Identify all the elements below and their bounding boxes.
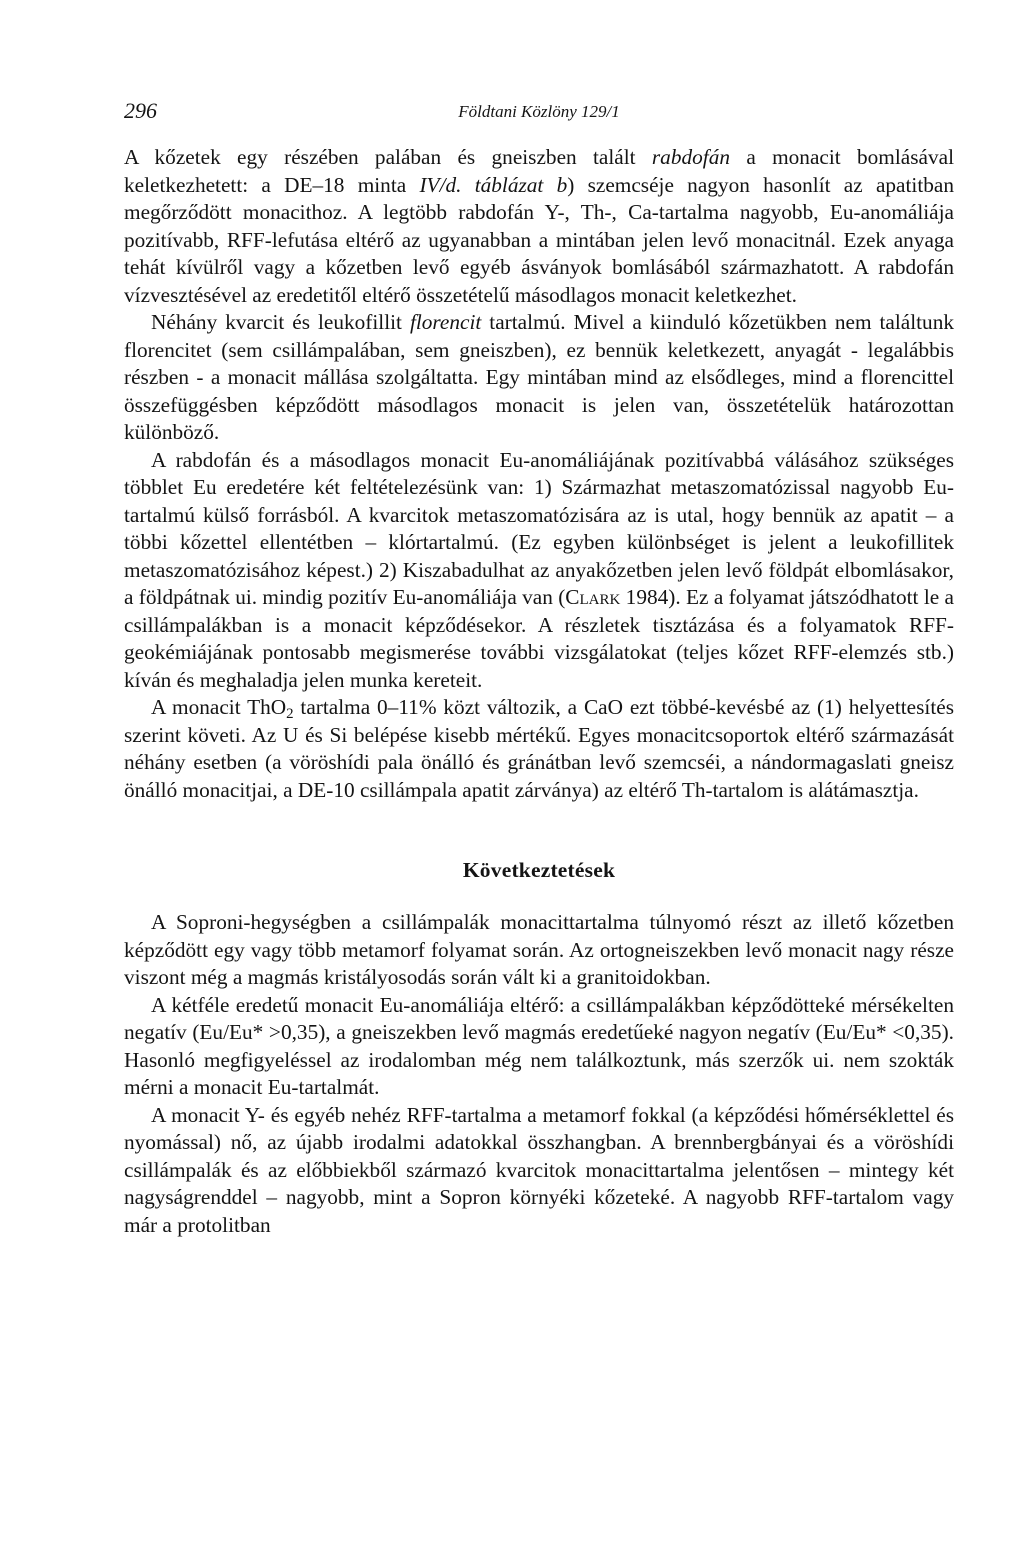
paragraph bbox=[124, 694, 954, 804]
italic-term: florencit bbox=[409, 310, 482, 334]
text-run: A rabdofán és a másodlagos monacit Eu-anomáliájának pozitívabbá válásához szükséges többlet Eu eredetére két feltételezésünk van: 1) Származhat metaszomatózissal nagyobb Eu-tartalmú külső forrásból. A kvarcitok metaszomatózisára az is utal, hogy bennük az apatit – a többi kőzettel ellentétben – klórtartalmú. (Ez egyben különbséget is jelent a leukofillitek metaszomatózisához képest.) 2) Kiszabadulhat az anyakőzetben jelen levő földpát elbomlásakor, a földpátnak ui. mindig pozitív Eu-anomáliája van ( bbox=[124, 447, 954, 609]
body-text bbox=[124, 144, 954, 1239]
document-page bbox=[124, 98, 954, 1239]
italic-term: rabdofán bbox=[651, 145, 730, 169]
text-run: ) szemcséje nagyon hasonlít az apatitban megőrződött monacithoz. A legtöbb rabdofán Y-, Th-, Ca-tartalma nagyobb, Eu-anomáliája pozitívabb, RFF-lefutása eltérő az ugyanabban a mintában jelen levő monacitnál. Ezek anyaga tehát kívülről vagy a kőzetben levő egyéb ásványok bomlásából származhatott. A rabdofán vízvesztésével az eredetitől eltérő összetételű másodlagos monacit keletkezhet. bbox=[124, 172, 955, 307]
paragraph: A kétféle eredetű monacit Eu-anomáliája eltérő: a csillámpalákban képződötteké mérsékelten negatív (Eu/Eu* >0,35), a gneiszekben levő magmás eredetűeké nagyon negatív (Eu/Eu* <0,35). Hasonló megfigyeléssel az irodalomban még nem találkoztunk, más szerzők ui. nem szokták mérni a monacit Eu-tartalmát. bbox=[124, 992, 954, 1099]
subscript: 2 bbox=[286, 706, 294, 722]
paragraph bbox=[124, 309, 954, 447]
running-head: Földtani Közlöny 129/1 bbox=[458, 102, 620, 121]
text-run: 1984). Ez a folyamat játszódhatott le a csillámpalákban is a monacit képződésekor. A részletek tisztázása és a folyamatok RFF-geokémiájának pontosabb megismerése további vizsgálatokat (teljes kőzet RFF-elemzés stb.) kíván és meghaladja jelen munka kereteit. bbox=[124, 585, 954, 692]
paragraph bbox=[124, 447, 954, 695]
paragraph bbox=[124, 144, 954, 309]
paragraph: A Soproni-hegységben a csillámpalák monacittartalma túlnyomó részt az illető kőzetben képződött egy vagy több metamorf folyamat során. Az ortogneiszekben levő monacit nagy része viszont még a magmás kristályosodás során vált ki a granitoidokban. bbox=[124, 910, 954, 989]
paragraph: A monacit Y- és egyéb nehéz RFF-tartalma a metamorf fokkal (a képződési hőmérséklettel és nyomással) nő, az újabb irodalmi adatokkal összhangban. A brennbergbányai és a vöröshídi csillámpalák és az előbbiekből származó kvarcitok monacittartalma jelentősen – mintegy két nagyságrenddel – nagyobb, mint a Sopron környéki kőzeteké. A nagyobb RFF-tartalom vagy már a protolitban bbox=[124, 1102, 954, 1237]
italic-reference: IV/d. táblázat b bbox=[419, 172, 568, 197]
author-citation: Clark bbox=[565, 585, 621, 609]
text-run: Néhány kvarcit és leukofillit bbox=[151, 310, 410, 334]
text-run: a monacit bomlásával keletkezhetett: a DE–18 minta bbox=[124, 145, 954, 197]
text-run: A kőzetek egy részében palában és gneiszben talált bbox=[124, 145, 652, 169]
text-run: tartalmú. Mivel a kiinduló kőzetükben nem találtunk florencitet (sem csillámpalában, sem gneiszben), ez bennük keletkezett, anyagát - legalábbis részben - a monacit mállása szolgáltatta. Egy mintában mind az elsődleges, mind a florencittel összefüggésben képződött másodlagos monacit is jelen van, összetételük határozottan különböző. bbox=[124, 310, 954, 444]
page-header bbox=[124, 98, 954, 132]
text-run: A monacit ThO bbox=[151, 695, 287, 719]
page-number: 296 bbox=[124, 98, 157, 123]
text-run: tartalma 0–11% közt változik, a CaO ezt többé-kevésbé az (1) helyettesítés szerint követi. Az U és Si belépése kisebb mértékű. Egyes monacitcsoportok eltérő származását néhány esetben (a vöröshídi pala önálló és gránátban levő szemcséi, a nándormagaslati gneisz önálló monacitjai, a DE-10 csillámpala apatit zárványa) az eltérő Th-tartalom is alátámasztja. bbox=[124, 695, 954, 802]
section-heading: Következtetések bbox=[462, 858, 616, 882]
